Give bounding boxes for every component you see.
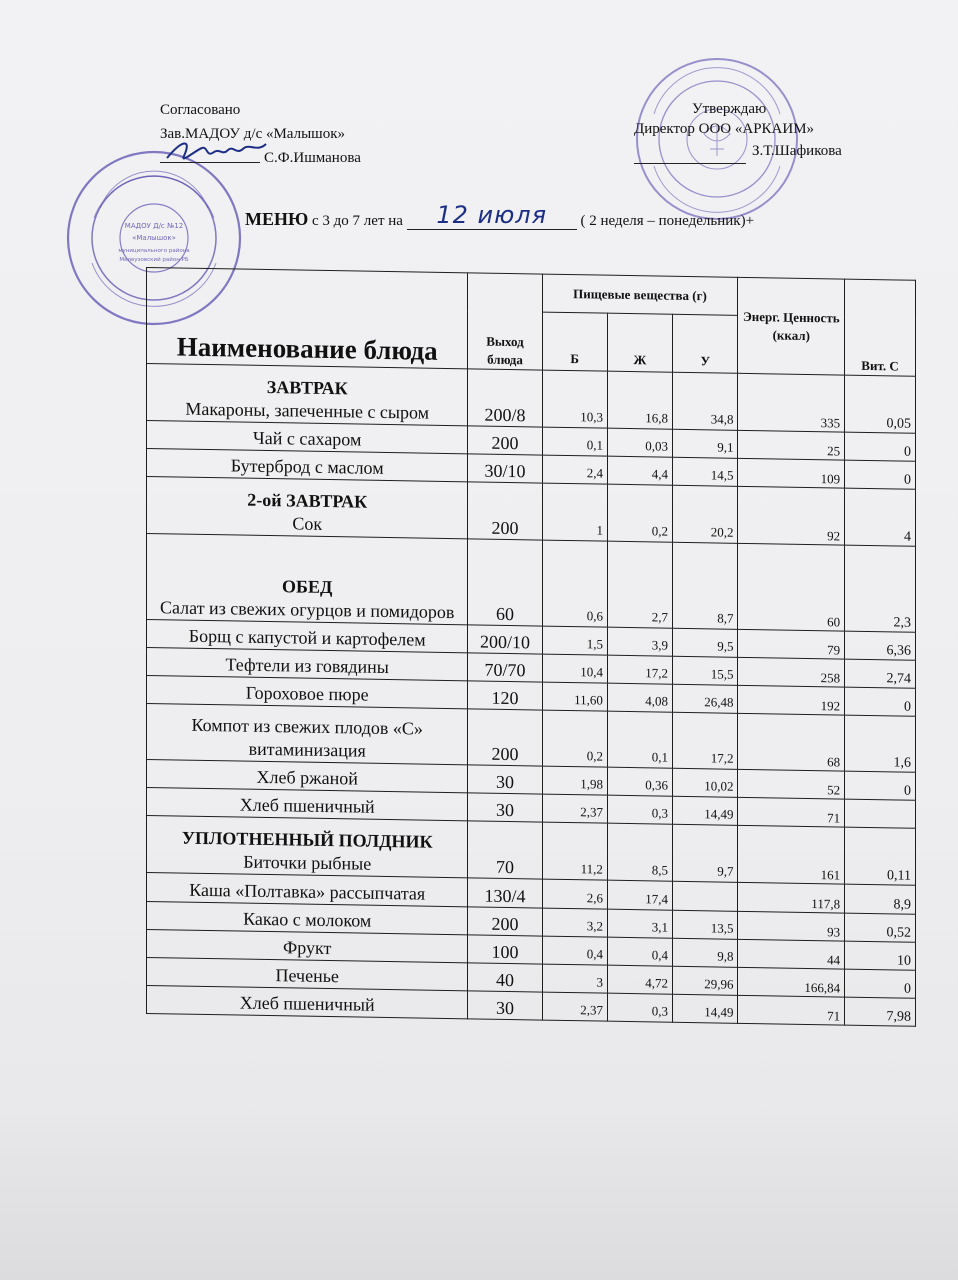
- approval-right-position: Директор ООО «АРКАИМ»: [634, 121, 815, 137]
- protein-cell: 11,2: [542, 822, 607, 880]
- energy-cell: 71: [738, 995, 845, 1025]
- carb-cell: 9,7: [673, 824, 738, 882]
- approval-right-name: З.Т.Шафикова: [752, 143, 842, 159]
- meal-section-label: ОБЕД: [282, 576, 333, 598]
- carb-cell: [673, 881, 738, 911]
- energy-cell: 335: [738, 373, 845, 432]
- week-note: ( 2 неделя – понедельник)+: [580, 213, 755, 229]
- dish-name-cell: [147, 477, 468, 539]
- carb-cell: 20,2: [673, 485, 738, 543]
- page-bottom-shadow: [0, 1125, 958, 1280]
- meal-section-label: УПЛОТНЕННЫЙ ПОЛДНИК: [181, 827, 433, 852]
- vitamin-c-cell: 10: [845, 941, 916, 970]
- output-cell: 30/10: [468, 454, 542, 483]
- output-cell: 200: [468, 907, 542, 936]
- protein-cell: 11,60: [542, 682, 607, 711]
- output-cell: 200/10: [468, 625, 542, 654]
- menu-word: МЕНЮ: [245, 209, 309, 229]
- energy-cell: 79: [738, 629, 845, 659]
- output-cell: 200: [468, 482, 542, 540]
- protein-cell: 2,4: [542, 455, 607, 484]
- vitamin-c-cell: 0,52: [845, 913, 916, 942]
- header-b: Б: [542, 312, 607, 371]
- dish-name-cell: [147, 873, 468, 907]
- energy-cell: 166,84: [738, 967, 845, 997]
- approval-left-title: Согласовано: [160, 102, 241, 118]
- energy-cell: 92: [738, 486, 845, 545]
- dish-name: Какао с молоком: [243, 908, 372, 931]
- output-cell: 130/4: [468, 878, 542, 908]
- vitamin-c-cell: 7,98: [845, 997, 916, 1026]
- left-handwritten-signature: [162, 130, 272, 170]
- carb-cell: 15,5: [673, 656, 738, 685]
- fat-cell: 8,5: [607, 823, 672, 881]
- output-cell: 200/8: [468, 369, 542, 427]
- fat-cell: 16,8: [607, 371, 672, 429]
- fat-cell: 0,3: [607, 795, 672, 824]
- fat-cell: 3,1: [607, 909, 672, 938]
- fat-cell: 0,3: [607, 993, 672, 1022]
- vitamin-c-cell: 6,36: [845, 631, 916, 660]
- dish-name: Салат из свежих огурцов и помидоров: [160, 597, 455, 623]
- energy-cell: 109: [738, 458, 845, 488]
- energy-cell: 71: [738, 797, 845, 827]
- fat-cell: 4,4: [607, 456, 672, 485]
- protein-cell: 0,6: [542, 540, 607, 627]
- fat-cell: 0,03: [607, 428, 672, 457]
- energy-cell: 192: [738, 685, 845, 715]
- approval-left-position: Зав.МАДОУ д/с «Малышок»: [160, 126, 346, 142]
- right-round-stamp: [632, 54, 802, 224]
- menu-table-body: [147, 364, 916, 1027]
- output-cell: 30: [468, 765, 542, 794]
- carb-cell: 14,49: [673, 994, 738, 1023]
- approval-right-title: Утверждаю: [692, 101, 767, 117]
- svg-text:Мелеузовский район РБ: Мелеузовский район РБ: [119, 257, 189, 263]
- vitamin-c-cell: 0: [845, 460, 916, 489]
- output-cell: 120: [468, 681, 542, 710]
- fat-cell: 0,2: [607, 484, 672, 542]
- output-cell: 200: [468, 426, 542, 455]
- output-cell: 40: [468, 963, 542, 992]
- header-nutrients: Пищевые вещества (г): [542, 274, 738, 315]
- carb-cell: 13,5: [673, 910, 738, 939]
- protein-cell: 2,37: [542, 992, 607, 1021]
- meal-section-label: 2-ой ЗАВТРАК: [247, 489, 368, 512]
- energy-cell: 258: [738, 657, 845, 687]
- vitamin-c-cell: 4: [845, 488, 916, 546]
- table-row: [147, 534, 916, 633]
- protein-cell: 1,5: [542, 626, 607, 655]
- protein-cell: 0,1: [542, 427, 607, 456]
- dish-name: Каша «Полтавка» рассыпчатая: [189, 879, 426, 904]
- vitamin-c-cell: 0: [845, 771, 916, 800]
- vitamin-c-cell: 2,74: [845, 659, 916, 688]
- date-field: [407, 201, 577, 230]
- svg-text:муниципального района: муниципального района: [118, 248, 190, 254]
- output-cell: 60: [468, 539, 542, 626]
- menu-age: с 3 до 7 лет на: [312, 213, 403, 229]
- dish-name: Хлеб пшеничный: [239, 794, 375, 817]
- fat-cell: 4,72: [607, 965, 672, 994]
- header-name: Наименование блюда: [147, 268, 468, 369]
- carb-cell: 14,49: [673, 796, 738, 825]
- header-output: Выход блюда: [468, 273, 542, 370]
- vitamin-c-cell: 0,11: [845, 827, 916, 885]
- vitamin-c-cell: [845, 799, 916, 828]
- vitamin-c-cell: 0,05: [845, 375, 916, 433]
- dish-name: Сок: [292, 513, 323, 534]
- svg-text:МАДОУ Д/с №12: МАДОУ Д/с №12: [124, 222, 184, 230]
- dish-name-cell: [147, 816, 468, 878]
- right-signature-line: [634, 163, 746, 164]
- fat-cell: 4,08: [607, 683, 672, 712]
- output-cell: 70: [468, 821, 542, 879]
- carb-cell: 9,8: [673, 938, 738, 967]
- header-energy: Энерг. Ценность (ккал): [738, 277, 845, 375]
- vitamin-c-cell: 0: [845, 687, 916, 716]
- fat-cell: 0,4: [607, 937, 672, 966]
- approval-left-name: С.Ф.Ишманова: [264, 150, 361, 166]
- output-cell: 30: [468, 793, 542, 822]
- protein-cell: 0,4: [542, 936, 607, 965]
- fat-cell: 0,36: [607, 767, 672, 796]
- protein-cell: 3: [542, 964, 607, 993]
- fat-cell: 0,1: [607, 711, 672, 768]
- output-cell: 100: [468, 935, 542, 964]
- carb-cell: 9,1: [673, 429, 738, 458]
- dish-name: Компот из свежих плодов «С» витаминизация: [191, 714, 423, 761]
- output-cell: 30: [468, 991, 542, 1020]
- energy-cell: 93: [738, 911, 845, 941]
- vitamin-c-cell: 8,9: [845, 884, 916, 914]
- dish-name-cell: [147, 364, 468, 426]
- dish-name: Бутерброд с маслом: [230, 455, 384, 478]
- protein-cell: 2,37: [542, 794, 607, 823]
- dish-name: Хлеб пшеничный: [239, 992, 375, 1015]
- dish-name: Чай с сахаром: [253, 427, 362, 450]
- dish-name: Печенье: [275, 965, 339, 987]
- protein-cell: 2,6: [542, 879, 607, 909]
- vitamin-c-cell: 1,6: [845, 715, 916, 772]
- protein-cell: 0,2: [542, 710, 607, 767]
- dish-name: Хлеб ржаной: [256, 766, 358, 789]
- carb-cell: 34,8: [673, 372, 738, 430]
- carb-cell: 29,96: [673, 966, 738, 995]
- energy-cell: 117,8: [738, 882, 845, 913]
- dish-name-cell: [147, 986, 468, 1019]
- carb-cell: 8,7: [673, 542, 738, 629]
- energy-cell: 44: [738, 939, 845, 969]
- dish-name: Биточки рыбные: [243, 851, 372, 874]
- energy-cell: 161: [738, 825, 845, 884]
- fat-cell: 2,7: [607, 541, 672, 628]
- protein-cell: 10,3: [542, 370, 607, 428]
- dish-name: Гороховое пюре: [245, 682, 369, 705]
- energy-cell: 68: [738, 713, 845, 771]
- svg-text:«Малышок»: «Малышок»: [132, 234, 176, 242]
- header-zh: Ж: [607, 313, 672, 372]
- fat-cell: 17,2: [607, 655, 672, 684]
- protein-cell: 1: [542, 483, 607, 541]
- energy-cell: 60: [738, 543, 845, 631]
- energy-cell: 25: [738, 430, 845, 460]
- protein-cell: 10,4: [542, 654, 607, 683]
- menu-table: [146, 267, 916, 1027]
- protein-cell: 3,2: [542, 908, 607, 937]
- carb-cell: 9,5: [673, 628, 738, 657]
- header-u: У: [673, 314, 738, 373]
- dish-name-cell: [147, 534, 468, 625]
- fat-cell: 3,9: [607, 627, 672, 656]
- menu-title: [245, 203, 754, 232]
- dish-name-cell: [147, 704, 468, 765]
- energy-cell: 52: [738, 769, 845, 799]
- carb-cell: 14,5: [673, 457, 738, 486]
- dish-name: Макароны, запеченные с сыром: [185, 398, 430, 423]
- dish-name: Фрукт: [283, 937, 332, 959]
- vitamin-c-cell: 0: [845, 969, 916, 998]
- fat-cell: 17,4: [607, 880, 672, 910]
- protein-cell: 1,98: [542, 766, 607, 795]
- header-vit: Вит. С: [845, 279, 916, 376]
- carb-cell: 10,02: [673, 768, 738, 797]
- meal-section-label: ЗАВТРАК: [266, 377, 348, 399]
- carb-cell: 26,48: [673, 684, 738, 713]
- dish-name: Борщ с капустой и картофелем: [188, 625, 426, 650]
- vitamin-c-cell: 0: [845, 432, 916, 461]
- carb-cell: 17,2: [673, 712, 738, 769]
- output-cell: 70/70: [468, 653, 542, 682]
- dish-name: Тефтели из говядины: [225, 654, 389, 678]
- vitamin-c-cell: 2,3: [845, 545, 916, 632]
- output-cell: 200: [468, 709, 542, 766]
- handwritten-date: 12 июля: [436, 201, 548, 229]
